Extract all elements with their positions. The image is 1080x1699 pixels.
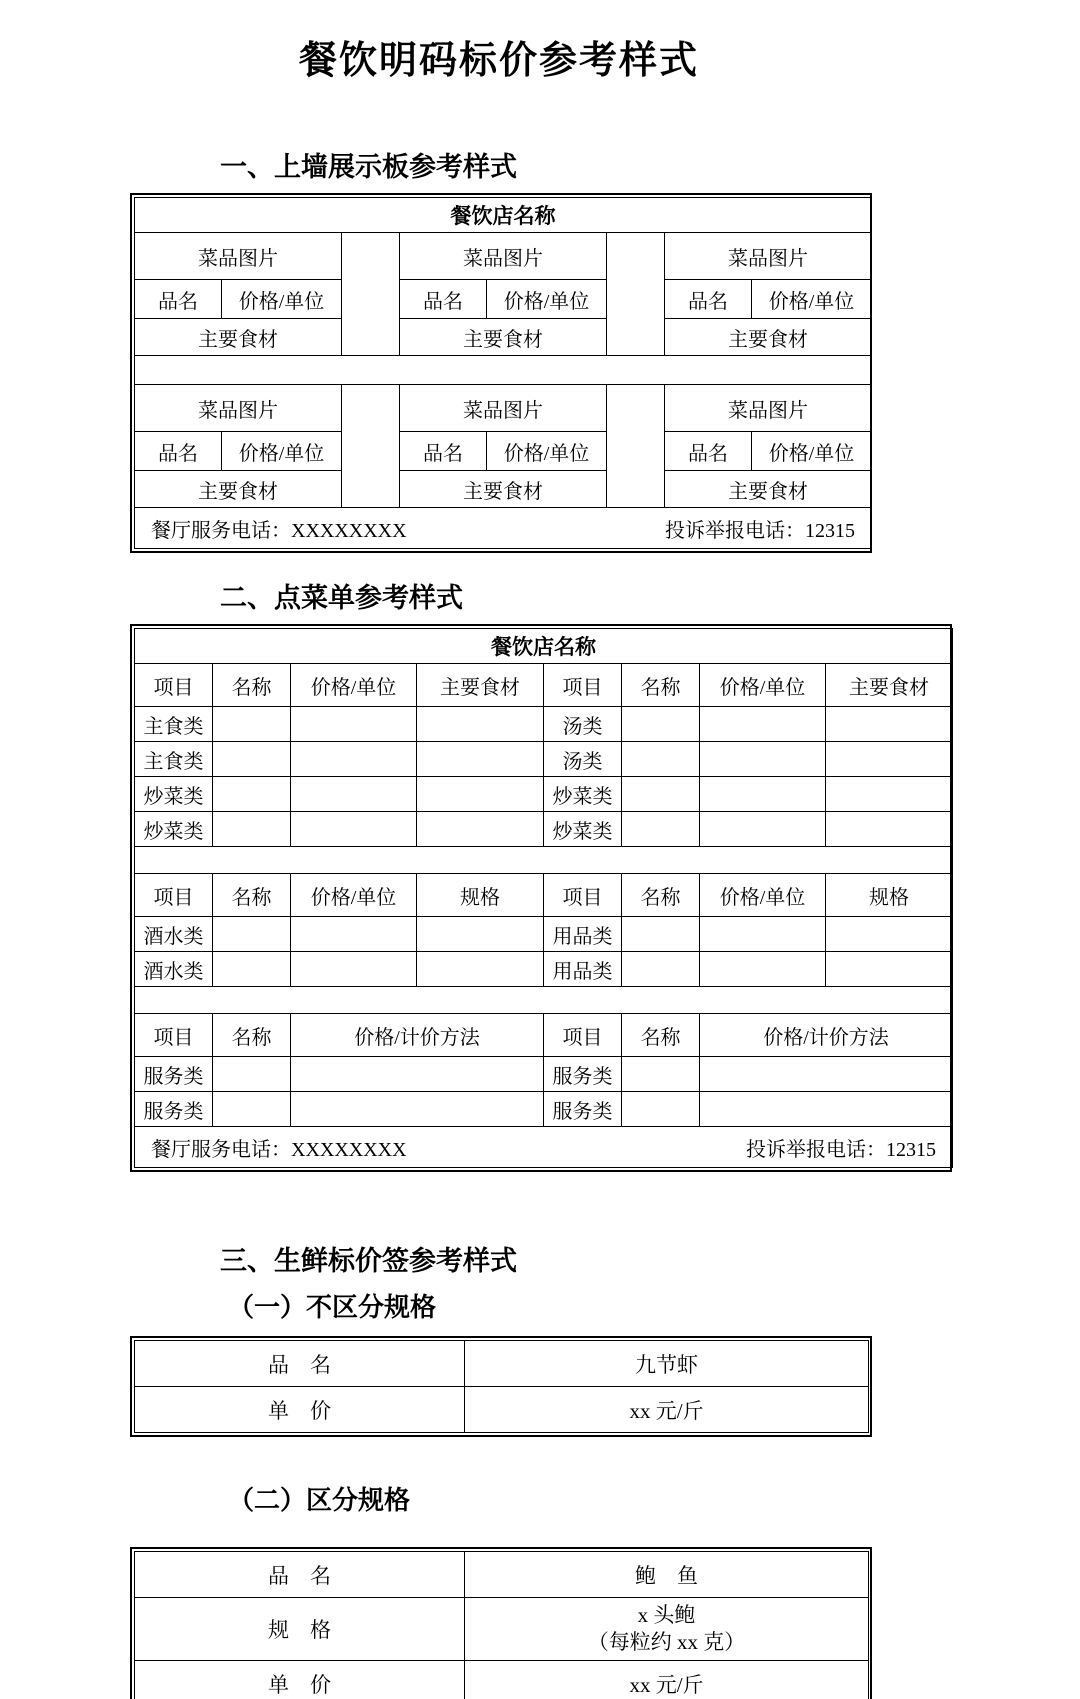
empty-cell (291, 812, 417, 847)
dish-image-cell: 菜品图片 (135, 385, 342, 432)
field-value (465, 1598, 869, 1661)
ingredients-cell: 主要食材 (665, 471, 872, 508)
spacer-cell (607, 233, 665, 356)
document-page (130, 0, 936, 1699)
empty-cell (700, 1092, 953, 1127)
field-label: 品 名 (135, 1341, 465, 1387)
column-header: 项目 (544, 1014, 622, 1057)
item-name-cell: 品名 (400, 280, 487, 319)
category-cell: 炒菜类 (135, 812, 213, 847)
column-header: 价格/单位 (700, 664, 826, 707)
column-header: 价格/计价方法 (291, 1014, 544, 1057)
empty-cell (826, 952, 953, 987)
column-header: 规格 (417, 874, 544, 917)
empty-cell (417, 952, 544, 987)
ingredients-cell: 主要食材 (135, 319, 342, 356)
empty-cell (826, 707, 953, 742)
empty-cell (700, 707, 826, 742)
spacer-row (135, 987, 953, 1014)
section-3-heading: 三、生鲜标价签参考样式 (220, 1246, 517, 1276)
field-value: xx 元/斤 (465, 1661, 869, 1699)
category-cell: 酒水类 (135, 917, 213, 952)
field-label: 规 格 (135, 1598, 465, 1661)
empty-cell (826, 742, 953, 777)
empty-cell (213, 917, 291, 952)
column-header: 价格/计价方法 (700, 1014, 953, 1057)
item-name-cell: 品名 (135, 432, 222, 471)
document-title: 餐饮明码标价参考样式 (298, 40, 699, 82)
empty-cell (213, 777, 291, 812)
store-name-header: 餐饮店名称 (135, 629, 953, 664)
empty-cell (622, 812, 700, 847)
empty-cell (700, 917, 826, 952)
spacer-row (135, 847, 953, 874)
empty-cell (622, 917, 700, 952)
column-header: 价格/单位 (700, 874, 826, 917)
empty-cell (213, 812, 291, 847)
field-label: 品 名 (135, 1552, 465, 1598)
spacer-cell (342, 233, 400, 356)
column-header: 项目 (544, 664, 622, 707)
item-name-cell: 品名 (665, 432, 752, 471)
service-phone: 餐厅服务电话：XXXXXXXX (151, 519, 407, 542)
wall-board-table (130, 193, 872, 553)
empty-cell (622, 1092, 700, 1127)
empty-cell (213, 952, 291, 987)
spacer-cell (607, 385, 665, 508)
empty-cell (700, 777, 826, 812)
section-1-heading: 一、上墙展示板参考样式 (220, 152, 517, 182)
empty-cell (417, 777, 544, 812)
dish-image-cell: 菜品图片 (665, 385, 872, 432)
column-header: 名称 (213, 664, 291, 707)
item-name-cell: 品名 (665, 280, 752, 319)
empty-cell (213, 707, 291, 742)
column-header: 名称 (622, 664, 700, 707)
price-unit-cell: 价格/单位 (752, 432, 872, 471)
empty-cell (700, 742, 826, 777)
dish-image-cell: 菜品图片 (400, 385, 607, 432)
category-cell: 主食类 (135, 707, 213, 742)
category-cell: 炒菜类 (544, 777, 622, 812)
subsection-1-heading: （一）不区分规格 (228, 1293, 437, 1322)
column-header: 名称 (622, 1014, 700, 1057)
category-cell: 服务类 (135, 1057, 213, 1092)
empty-cell (826, 917, 953, 952)
dish-image-cell: 菜品图片 (665, 233, 872, 280)
complaint-phone: 投诉举报电话：12315 (665, 519, 855, 542)
empty-cell (622, 707, 700, 742)
subsection-2-heading: （二）区分规格 (228, 1486, 411, 1515)
empty-cell (213, 1057, 291, 1092)
empty-cell (417, 812, 544, 847)
empty-cell (826, 777, 953, 812)
column-header: 项目 (135, 874, 213, 917)
category-cell: 汤类 (544, 742, 622, 777)
field-label: 单 价 (135, 1661, 465, 1699)
empty-cell (700, 952, 826, 987)
empty-cell (291, 917, 417, 952)
category-cell: 服务类 (544, 1092, 622, 1127)
order-menu-table (130, 624, 952, 1172)
column-header: 项目 (544, 874, 622, 917)
empty-cell (291, 742, 417, 777)
empty-cell (291, 1057, 544, 1092)
field-value: 九节虾 (465, 1341, 869, 1387)
empty-cell (622, 742, 700, 777)
column-header: 项目 (135, 1014, 213, 1057)
column-header: 项目 (135, 664, 213, 707)
price-unit-cell: 价格/单位 (487, 432, 607, 471)
spacer-row (135, 356, 872, 385)
menu-footer (135, 1127, 953, 1168)
field-value: xx 元/斤 (465, 1387, 869, 1433)
ingredients-cell: 主要食材 (135, 471, 342, 508)
price-unit-cell: 价格/单位 (487, 280, 607, 319)
column-header: 名称 (213, 1014, 291, 1057)
dish-image-cell: 菜品图片 (135, 233, 342, 280)
category-cell: 炒菜类 (135, 777, 213, 812)
ingredients-cell: 主要食材 (665, 319, 872, 356)
category-cell: 主食类 (135, 742, 213, 777)
column-header: 名称 (622, 874, 700, 917)
store-name-header: 餐饮店名称 (135, 198, 872, 233)
column-header: 价格/单位 (291, 664, 417, 707)
price-unit-cell: 价格/单位 (222, 432, 342, 471)
spec-line-2: （每粒约 xx 克） (587, 1630, 746, 1654)
category-cell: 服务类 (135, 1092, 213, 1127)
fresh-tag-no-spec-table (130, 1336, 872, 1437)
empty-cell (700, 1057, 953, 1092)
empty-cell (622, 1057, 700, 1092)
spacer-cell (342, 385, 400, 508)
empty-cell (417, 742, 544, 777)
complaint-phone: 投诉举报电话：12315 (746, 1138, 936, 1161)
dish-image-cell: 菜品图片 (400, 233, 607, 280)
ingredients-cell: 主要食材 (400, 471, 607, 508)
category-cell: 炒菜类 (544, 812, 622, 847)
column-header: 价格/单位 (291, 874, 417, 917)
price-unit-cell: 价格/单位 (222, 280, 342, 319)
category-cell: 酒水类 (135, 952, 213, 987)
spec-line-1: x 头鲍 (637, 1603, 696, 1627)
empty-cell (291, 707, 417, 742)
item-name-cell: 品名 (135, 280, 222, 319)
category-cell: 汤类 (544, 707, 622, 742)
empty-cell (417, 917, 544, 952)
empty-cell (700, 812, 826, 847)
empty-cell (291, 777, 417, 812)
empty-cell (622, 777, 700, 812)
empty-cell (622, 952, 700, 987)
empty-cell (213, 1092, 291, 1127)
empty-cell (291, 1092, 544, 1127)
category-cell: 服务类 (544, 1057, 622, 1092)
category-cell: 用品类 (544, 917, 622, 952)
column-header: 名称 (213, 874, 291, 917)
empty-cell (417, 707, 544, 742)
column-header: 主要食材 (826, 664, 953, 707)
ingredients-cell: 主要食材 (400, 319, 607, 356)
column-header: 规格 (826, 874, 953, 917)
service-phone: 餐厅服务电话：XXXXXXXX (151, 1138, 407, 1161)
board-footer (135, 508, 872, 549)
item-name-cell: 品名 (400, 432, 487, 471)
field-label: 单 价 (135, 1387, 465, 1433)
section-2-heading: 二、点菜单参考样式 (220, 583, 463, 613)
empty-cell (213, 742, 291, 777)
empty-cell (826, 812, 953, 847)
field-value: 鲍 鱼 (465, 1552, 869, 1598)
column-header: 主要食材 (417, 664, 544, 707)
price-unit-cell: 价格/单位 (752, 280, 872, 319)
empty-cell (291, 952, 417, 987)
category-cell: 用品类 (544, 952, 622, 987)
fresh-tag-spec-table (130, 1547, 872, 1699)
